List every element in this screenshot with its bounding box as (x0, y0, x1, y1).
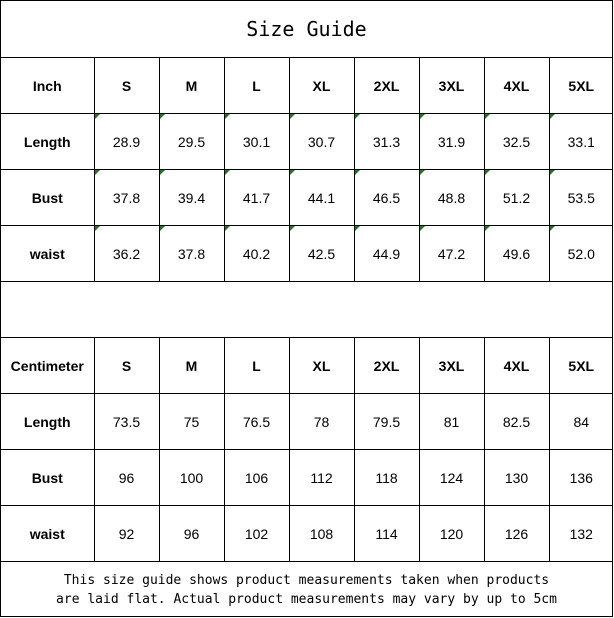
measurement-value: 52.0 (567, 245, 595, 262)
measurement-value: 31.9 (437, 133, 466, 150)
cell-corner-marker (95, 226, 100, 231)
cell-corner-marker (420, 226, 425, 231)
measurement-label-cell: Length (1, 394, 94, 450)
centimeter-table-body (1, 338, 613, 562)
table-row (1, 170, 613, 226)
measurement-value-cell (224, 394, 289, 450)
cell-corner-marker (420, 170, 425, 175)
measurement-value: 36.2 (112, 245, 141, 262)
measurement-value: 124 (439, 469, 464, 486)
centimeter-size-table (1, 337, 613, 562)
measurement-value-cell (549, 114, 613, 170)
size-header-cell: L (224, 338, 289, 394)
cell-corner-marker (225, 114, 230, 119)
measurement-label-cell: waist (1, 506, 94, 562)
measurement-value-cell (419, 114, 484, 170)
measurement-value: 76.5 (242, 413, 271, 430)
measurement-value: 108 (309, 525, 334, 542)
measurement-value: 130 (504, 469, 529, 486)
cell-corner-marker (95, 114, 100, 119)
measurement-value: 53.5 (567, 189, 595, 206)
table-row (1, 114, 613, 170)
measurement-value-cell (224, 226, 289, 282)
measurement-value: 28.9 (112, 133, 141, 150)
measurement-value-cell (289, 506, 354, 562)
measurement-value: 126 (504, 525, 529, 542)
measurement-value-cell (549, 394, 613, 450)
page-title: Size Guide (1, 1, 612, 58)
measurement-value-cell (159, 394, 224, 450)
measurement-value-cell (549, 506, 613, 562)
measurement-label-cell: Bust (1, 450, 94, 506)
measurement-value: 30.1 (242, 133, 271, 150)
measurement-value-cell (289, 450, 354, 506)
size-header-cell: XL (289, 58, 354, 114)
note-line-1: This size guide shows product measurements taken when products (63, 573, 550, 588)
size-header-cell: 4XL (484, 338, 549, 394)
measurement-value: 136 (569, 469, 593, 486)
measurement-value: 120 (439, 525, 464, 542)
measurement-value: 78 (313, 413, 330, 430)
measurement-value-cell (354, 506, 419, 562)
measurement-value: 40.2 (242, 245, 271, 262)
measurement-value: 31.3 (372, 133, 401, 150)
measurement-value: 106 (244, 469, 269, 486)
cell-corner-marker (420, 114, 425, 119)
measurement-value-cell (354, 170, 419, 226)
note-line-2: are laid flat. Actual product measurements may vary by up to 5cm (56, 592, 557, 607)
measurement-value: 102 (244, 525, 269, 542)
size-header-cell: 2XL (354, 58, 419, 114)
cell-corner-marker (95, 170, 100, 175)
measurement-value: 112 (310, 469, 333, 486)
measurement-value: 47.2 (437, 245, 466, 262)
measurement-value: 114 (375, 525, 398, 542)
measurement-value: 92 (118, 525, 135, 542)
size-header-cell: 5XL (549, 58, 613, 114)
measurement-value: 82.5 (502, 413, 531, 430)
cell-corner-marker (290, 170, 295, 175)
measurement-value: 42.5 (307, 245, 336, 262)
measurement-value-cell (354, 114, 419, 170)
measurement-value: 33.1 (567, 133, 595, 150)
measurement-value-cell (484, 394, 549, 450)
measurement-value: 79.5 (372, 413, 401, 430)
measurement-label-cell: Bust (1, 170, 94, 226)
unit-header-cell: Centimeter (1, 338, 94, 394)
measurement-value-cell (354, 226, 419, 282)
measurement-value: 44.1 (307, 189, 336, 206)
measurement-note (1, 562, 612, 618)
size-header-cell: 3XL (419, 338, 484, 394)
size-header-cell: L (224, 58, 289, 114)
measurement-value-cell (159, 114, 224, 170)
measurement-value-cell (484, 450, 549, 506)
table-row (1, 226, 613, 282)
measurement-value-cell (224, 506, 289, 562)
measurement-value-cell (419, 170, 484, 226)
inch-table-body (1, 58, 613, 282)
measurement-value: 96 (118, 469, 135, 486)
size-header-cell: 4XL (484, 58, 549, 114)
measurement-value: 48.8 (437, 189, 466, 206)
measurement-value: 46.5 (372, 189, 401, 206)
cell-corner-marker (160, 170, 165, 175)
measurement-value: 51.2 (502, 189, 531, 206)
measurement-value-cell (484, 506, 549, 562)
measurement-value: 132 (569, 525, 593, 542)
measurement-value-cell (484, 114, 549, 170)
cell-corner-marker (160, 226, 165, 231)
table-row (1, 394, 613, 450)
measurement-value: 39.4 (177, 189, 206, 206)
measurement-value-cell (289, 170, 354, 226)
size-header-cell: M (159, 338, 224, 394)
measurement-value-cell (549, 226, 613, 282)
measurement-value-cell (94, 170, 159, 226)
cell-corner-marker (225, 170, 230, 175)
cell-corner-marker (290, 114, 295, 119)
measurement-value: 29.5 (177, 133, 206, 150)
table-header-row (1, 338, 613, 394)
measurement-value-cell (419, 506, 484, 562)
measurement-value: 41.7 (242, 189, 271, 206)
measurement-label-cell: Length (1, 114, 94, 170)
measurement-value-cell (159, 450, 224, 506)
measurement-label-cell: waist (1, 226, 94, 282)
measurement-value: 118 (375, 469, 398, 486)
measurement-value: 30.7 (307, 133, 336, 150)
table-spacer (1, 282, 612, 338)
measurement-value-cell (354, 450, 419, 506)
measurement-value-cell (94, 394, 159, 450)
table-header-row (1, 58, 613, 114)
measurement-value: 81 (443, 413, 460, 430)
size-header-cell: S (94, 338, 159, 394)
measurement-value-cell (289, 114, 354, 170)
measurement-value: 37.8 (177, 245, 206, 262)
size-header-cell: XL (289, 338, 354, 394)
measurement-value-cell (94, 506, 159, 562)
measurement-value: 37.8 (112, 189, 141, 206)
size-header-cell: 3XL (419, 58, 484, 114)
measurement-value-cell (354, 394, 419, 450)
measurement-value: 75 (183, 413, 200, 430)
measurement-value: 49.6 (502, 245, 531, 262)
measurement-value: 73.5 (112, 413, 141, 430)
measurement-value: 100 (179, 469, 204, 486)
size-header-cell: 5XL (549, 338, 613, 394)
cell-corner-marker (225, 226, 230, 231)
measurement-value-cell (549, 170, 613, 226)
measurement-value-cell (419, 226, 484, 282)
measurement-value-cell (159, 506, 224, 562)
measurement-value-cell (224, 114, 289, 170)
measurement-value-cell (484, 170, 549, 226)
inch-size-table (1, 57, 613, 282)
size-header-cell: S (94, 58, 159, 114)
measurement-value-cell (159, 226, 224, 282)
measurement-value-cell (549, 450, 613, 506)
measurement-value-cell (484, 226, 549, 282)
cell-corner-marker (160, 114, 165, 119)
cell-corner-marker (485, 226, 490, 231)
unit-header-cell: Inch (1, 58, 94, 114)
table-row (1, 450, 613, 506)
measurement-value-cell (289, 394, 354, 450)
cell-corner-marker (550, 226, 555, 231)
measurement-value-cell (419, 394, 484, 450)
measurement-value-cell (94, 226, 159, 282)
measurement-value: 84 (573, 413, 590, 430)
cell-corner-marker (355, 226, 360, 231)
measurement-value-cell (224, 170, 289, 226)
cell-corner-marker (290, 226, 295, 231)
measurement-value-cell (94, 450, 159, 506)
measurement-value-cell (224, 450, 289, 506)
measurement-value: 44.9 (372, 245, 401, 262)
cell-corner-marker (550, 114, 555, 119)
measurement-value: 32.5 (502, 133, 531, 150)
cell-corner-marker (485, 114, 490, 119)
size-header-cell: 2XL (354, 338, 419, 394)
cell-corner-marker (355, 170, 360, 175)
cell-corner-marker (550, 170, 555, 175)
size-header-cell: M (159, 58, 224, 114)
measurement-value-cell (94, 114, 159, 170)
cell-corner-marker (485, 170, 490, 175)
measurement-value-cell (419, 450, 484, 506)
measurement-value: 96 (183, 525, 200, 542)
cell-corner-marker (355, 114, 360, 119)
measurement-value-cell (289, 226, 354, 282)
measurement-value-cell (159, 170, 224, 226)
table-row (1, 506, 613, 562)
